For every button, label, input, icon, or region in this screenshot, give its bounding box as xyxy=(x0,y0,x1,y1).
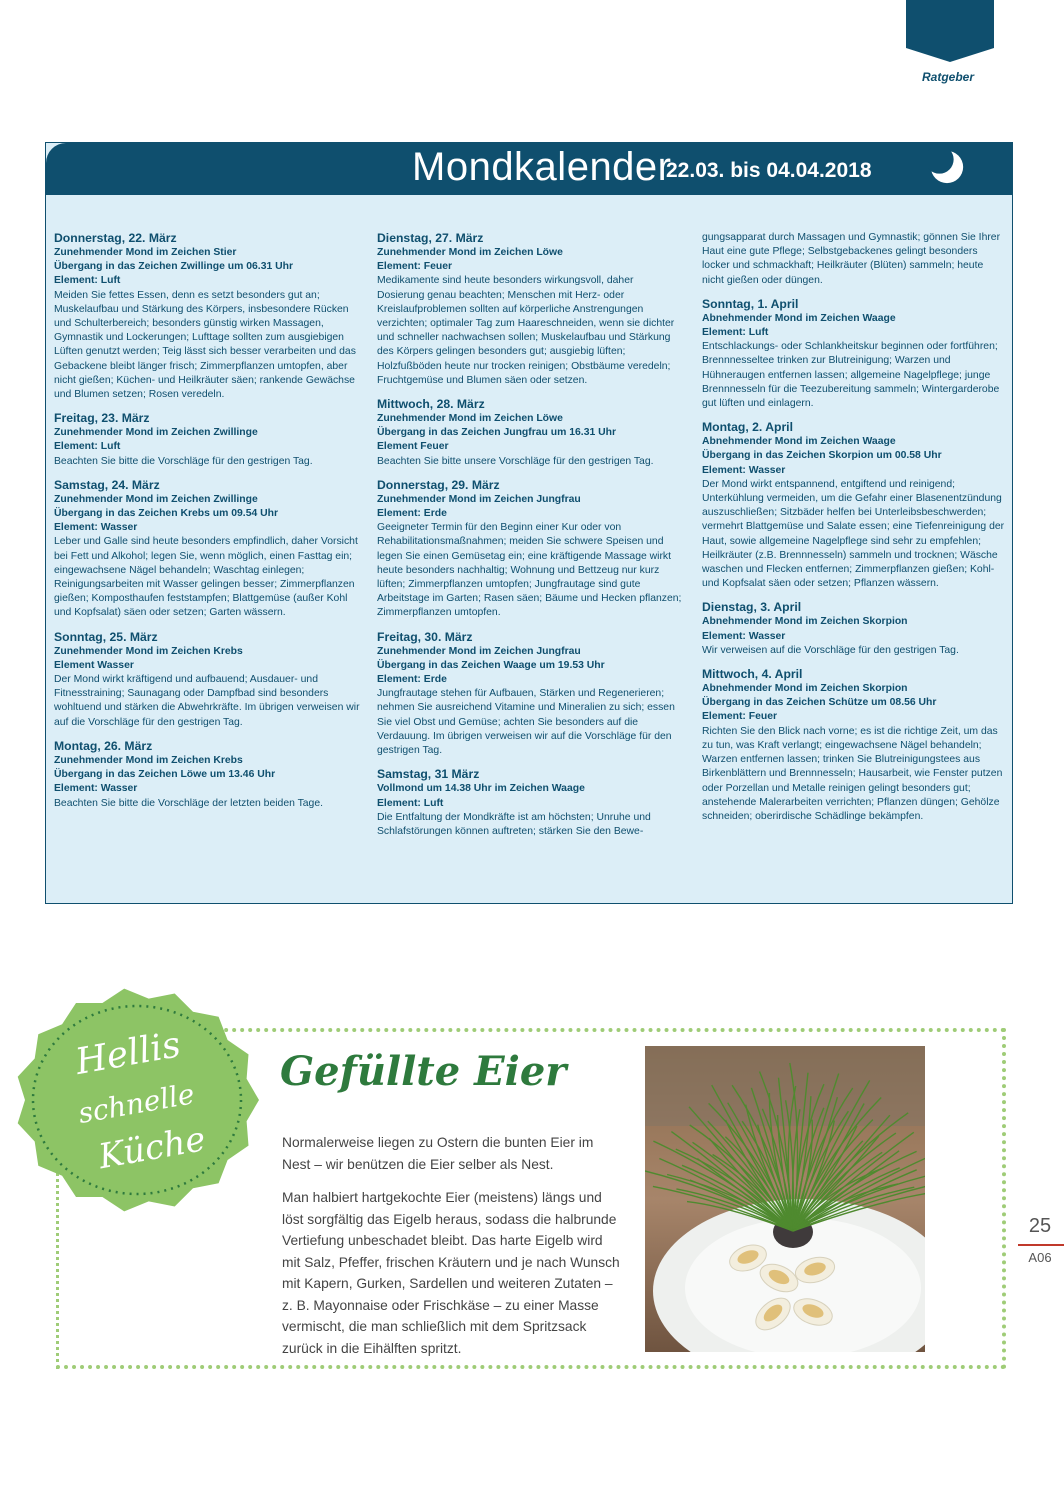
entry-day: Freitag, 30. März xyxy=(377,629,473,644)
entry-moon-info: Element: Wasser xyxy=(702,464,786,476)
crescent-moon-icon xyxy=(928,148,966,186)
calendar-entry xyxy=(54,231,360,402)
calendar-entry xyxy=(702,600,1008,658)
entry-moon-info: Abnehmender Mond im Zeichen Skorpion xyxy=(702,683,908,695)
entry-day: Mittwoch, 4. April xyxy=(702,667,803,682)
entry-moon-info: Übergang in das Zeichen Zwillinge um 06.31 Uhr xyxy=(54,261,294,273)
entry-text: Richten Sie den Blick nach vorne; es ist die richtige Zeit, um das zu tun, was Kraft verlangt; eingewachsene Nägel behandeln; Warzen entfernen lassen; trinken Sie Blutreinigungstees aus Birkenblättern und Brennnesseln; Hausarbeit, wie Fenster putzen oder Porzellan und Metalle reinigen gelingt besonders gut; anstehende Malerarbeiten verrichten; Pflanzen düngen; Gehölze schneiden; oberirdische Schädlinge bekämpfen. xyxy=(702,725,1003,822)
entry-moon-info: Zunehmender Mond im Zeichen Löwe xyxy=(377,413,563,425)
calendar-entry xyxy=(54,411,360,469)
header-tab-tip xyxy=(906,48,994,62)
entry-moon-info: Übergang in das Zeichen Waage um 19.53 Uhr xyxy=(377,659,605,671)
calendar-continuation xyxy=(702,231,1008,288)
entry-text: Medikamente sind heute besonders wirkungsvoll, daher Dosierung genau beachten; Menschen mit Herz- oder Kreislaufproblemen sollten auf körperliche Anstrengungen verzichten; optimaler Tag zum Haareschneiden, wenn sie dichter und schneller nachwachsen sollen; Muskelaufbau und Stärkung des Körpers gelingen besonders gut; ausgiebig lüften; Holzfußböden heute nur trocken reinigen; Obstbäume veredeln; Fruchtgemüse und Blumen säen oder setzen. xyxy=(377,275,675,386)
continuation-text: gungsapparat durch Massagen und Gymnastik; gönnen Sie Ihrer Haut eine gute Pflege; Selbstgebackenes gelingt besonders locker und schmackhaft; Heilkräuter (Blüten) sammeln; heute nicht gießen oder düngen. xyxy=(702,232,1001,286)
entry-moon-info: Zunehmender Mond im Zeichen Krebs xyxy=(54,645,243,657)
entry-day: Mittwoch, 28. März xyxy=(377,397,485,412)
entry-day: Freitag, 23. März xyxy=(54,411,150,426)
badge-line-3: Küche xyxy=(95,1119,209,1178)
entry-moon-info: Abnehmender Mond im Zeichen Waage xyxy=(702,312,896,324)
entry-moon-info: Element: Luft xyxy=(377,797,444,809)
header-tab xyxy=(906,0,994,48)
entry-day: Sonntag, 1. April xyxy=(702,296,799,311)
entry-moon-info: Abnehmender Mond im Zeichen Skorpion xyxy=(702,616,908,628)
entry-moon-info: Element: Erde xyxy=(377,508,447,520)
calendar-header xyxy=(46,143,1012,195)
entry-text: Beachten Sie bitte die Vorschläge der letzten beiden Tage. xyxy=(54,797,323,809)
calendar-title: Mondkalender xyxy=(412,145,672,189)
entry-day: Donnerstag, 22. März xyxy=(54,231,177,245)
recipe-body xyxy=(282,1132,622,1371)
entry-text: Leber und Galle sind heute besonders empfindlich, daher Vorsicht bei Fett und Alkohol; legen Sie, wenn möglich, einen Fasttag ein; eingewachsene Nägel behandeln; Waschtag einlegen; Reinigungsarbeiten mit Wasser gelingen besser; Zimmerpflanzen gießen; Komposthaufen feststampfen; Blattgemüse (außer Kohl und Kopfsalat) säen oder setzen; Garten wässern. xyxy=(54,536,358,619)
page-number-rule xyxy=(1018,1244,1064,1246)
entry-moon-info: Element: Wasser xyxy=(54,522,138,534)
recipe-title: Gefüllte Eier xyxy=(280,1048,567,1095)
entry-moon-info: Zunehmender Mond im Zeichen Jungfrau xyxy=(377,493,581,505)
calendar-column-3 xyxy=(702,231,1008,833)
entry-moon-info: Abnehmender Mond im Zeichen Waage xyxy=(702,436,896,448)
entry-moon-info: Zunehmender Mond im Zeichen Stier xyxy=(54,247,237,258)
entry-text: Beachten Sie bitte unsere Vorschläge für den gestrigen Tag. xyxy=(377,455,654,467)
badge-line-2: schnelle xyxy=(75,1077,197,1131)
entry-moon-info: Zunehmender Mond im Zeichen Krebs xyxy=(54,754,243,766)
entry-day: Montag, 26. März xyxy=(54,738,153,753)
entry-moon-info: Übergang in das Zeichen Schütze um 08.56 Uhr xyxy=(702,697,937,709)
calendar-entry xyxy=(54,630,360,730)
entry-text: Beachten Sie bitte die Vorschläge für den gestrigen Tag. xyxy=(54,455,313,467)
entry-text: Der Mond wirkt kräftigend und aufbauend; Ausdauer- und Fitnesstraining; Saunagang oder Dampfbad sind besonders wohltuend und stärken die Abwehrkräfte. Im übrigen verweisen wir auf die Vorschläge für den gestrigen Tag. xyxy=(54,674,360,728)
entry-moon-info: Element: Feuer xyxy=(377,261,453,273)
entry-day: Samstag, 31 März xyxy=(377,767,480,782)
recipe-intro: Normalerweise liegen zu Ostern die bunten Eier im Nest – wir benützen die Eier selber als Nest. xyxy=(282,1135,594,1172)
badge-line-1: Hellis xyxy=(72,1024,184,1084)
hellis-kueche-badge xyxy=(12,985,262,1215)
calendar-entry xyxy=(377,767,683,839)
entry-moon-info: Zunehmender Mond im Zeichen Zwillinge xyxy=(54,427,258,439)
calendar-date-range: 22.03. bis 04.04.2018 xyxy=(666,159,872,182)
entry-text: Die Entfaltung der Mondkräfte ist am höchsten; Unruhe und Schlafstörungen können auftreten; stärken Sie den Bewe- xyxy=(377,811,651,837)
entry-moon-info: Übergang in das Zeichen Skorpion um 00.58 Uhr xyxy=(702,450,942,462)
calendar-entry xyxy=(54,739,360,811)
entry-text: Jungfrautage stehen für Aufbauen, Stärken und Regenerieren; nehmen Sie ausreichend Vitamine und Mineralien zu sich; essen Sie viel Obst und Gemüse; achten Sie besonders auf die Verdauung. Im übrigen verweisen wir auf die Vorschläge für den gestrigen Tag. xyxy=(377,688,675,757)
entry-moon-info: Zunehmender Mond im Zeichen Jungfrau xyxy=(377,645,581,657)
entry-moon-info: Zunehmender Mond im Zeichen Löwe xyxy=(377,247,563,258)
entry-moon-info: Element Feuer xyxy=(377,441,449,453)
entry-moon-info: Übergang in das Zeichen Krebs um 09.54 Uhr xyxy=(54,508,279,520)
entry-text: Meiden Sie fettes Essen, denn es setzt besonders gut an; Muskelaufbau und Stärkung des Körpers, insbesondere Rücken und Schulterbereich; besonders günstig wirken Massagen, Gymnastik und Lockerungen; Lufttage sollten zum ausgiebigen Lüften genutzt werden; Teig lässt sich besser verarbeiten und das Gebackene bleibt länger frisch; Zimmerpflanzen umtopfen, aber nicht gießen; Küchen- und Heilkräuter säen; rankende Gewächse und Blumen setzen; Rosen veredeln. xyxy=(54,289,356,401)
calendar-entry xyxy=(702,667,1008,824)
stuffed-eggs-photo xyxy=(645,1046,925,1352)
calendar-column-1 xyxy=(54,231,360,820)
entry-moon-info: Element: Wasser xyxy=(702,630,786,642)
entry-moon-info: Übergang in das Zeichen Löwe um 13.46 Uhr xyxy=(54,769,276,781)
calendar-entry xyxy=(702,420,1008,591)
entry-moon-info: Vollmond um 14.38 Uhr im Zeichen Waage xyxy=(377,783,585,795)
entry-day: Sonntag, 25. März xyxy=(54,629,158,644)
entry-moon-info: Element: Luft xyxy=(54,275,121,287)
calendar-entry xyxy=(377,630,683,759)
entry-text: Entschlackungs- oder Schlankheitskur beginnen oder fortführen; Brennnesseltee trinken zur Blutreinigung; Warzen und Hühneraugen entfernen lassen; allgemeine Nagelpflege; junge Brennnesseln für die Teezubereitung sammeln; Wintergarderobe gut lüften und einlagern. xyxy=(702,341,1000,410)
section-label: Ratgeber xyxy=(921,70,974,84)
page-number: 25 xyxy=(1028,1215,1052,1237)
calendar-entry xyxy=(377,231,683,388)
entry-moon-info: Element: Erde xyxy=(377,674,447,686)
calendar-column-2 xyxy=(377,231,683,848)
entry-text: Wir verweisen auf die Vorschläge für den gestrigen Tag. xyxy=(702,644,959,656)
calendar-entry xyxy=(377,397,683,469)
entry-day: Dienstag, 27. März xyxy=(377,231,484,245)
entry-day: Montag, 2. April xyxy=(702,420,793,435)
moon-calendar-panel xyxy=(45,142,1013,904)
entry-text: Geeigneter Termin für den Beginn einer Kur oder von Rehabilitationsmaßnahmen; meiden Sie schwere Speisen und legen Sie einen Gemüsetag ein; eine kräftigende Massage wirkt heute besonders nachhaltig; Wohnung und Bettzeug nur kurz lüften; Zimmerpflanzen umtopfen; Jungfrautage sind gute Arbeitstage im Garten; Rasen säen; Bäume und Hecken pflanzen; Zimmerpflanzen umtopfen. xyxy=(377,522,682,619)
page-code: A06 xyxy=(1028,1250,1052,1265)
entry-day: Dienstag, 3. April xyxy=(702,600,802,615)
calendar-entry xyxy=(377,478,683,621)
calendar-entry xyxy=(54,478,360,621)
recipe-instructions: Man halbiert hartgekochte Eier (meistens) längs und löst sorgfältig das Eigelb heraus, sodass die halbrunde Vertiefung unbeschadet bleibt. Das harte Eigelb wird mit Salz, Pfeffer, frischen Kräutern und je nach Wunsch mit Kapern, Gurken, Sardellen und weiteren Zutaten – z. B. Mayonnaise oder Frischkäse – zu einer Masse vermischt, die man schließlich mit dem Spritzsack zurück in die Eihälften spritzt. xyxy=(282,1190,620,1356)
entry-moon-info: Element: Luft xyxy=(54,441,121,453)
entry-text: Der Mond wirkt entspannend, entgiftend und reinigend; Unterkühlung vermeiden, um die Gefahr einer Blasenentzündung auszuschließen; Sitzbäder helfen bei Unterleibsbeschwerden; vermehrt Blattgemüse und Salate essen; eine Tiefenreinigung der Haut, sowie allgemeine Nagelpflege sind sehr zu empfehlen; Heilkräuter (z.B. Brennnesseln) sammeln und trocknen; Wäsche waschen und Flecken entfernen; Zimmerpflanzen gießen; Kohl- und Kopfsalat säen oder setzen; Pflanzen wässern. xyxy=(702,478,1005,590)
entry-moon-info: Element: Wasser xyxy=(54,783,138,795)
entry-day: Samstag, 24. März xyxy=(54,477,160,492)
entry-moon-info: Übergang in das Zeichen Jungfrau um 16.31 Uhr xyxy=(377,427,617,439)
entry-moon-info: Element: Feuer xyxy=(702,711,778,723)
entry-moon-info: Zunehmender Mond im Zeichen Zwillinge xyxy=(54,493,258,505)
entry-moon-info: Element: Luft xyxy=(702,327,769,339)
calendar-entry xyxy=(702,297,1008,411)
entry-day: Donnerstag, 29. März xyxy=(377,477,500,492)
entry-moon-info: Element Wasser xyxy=(54,659,134,671)
